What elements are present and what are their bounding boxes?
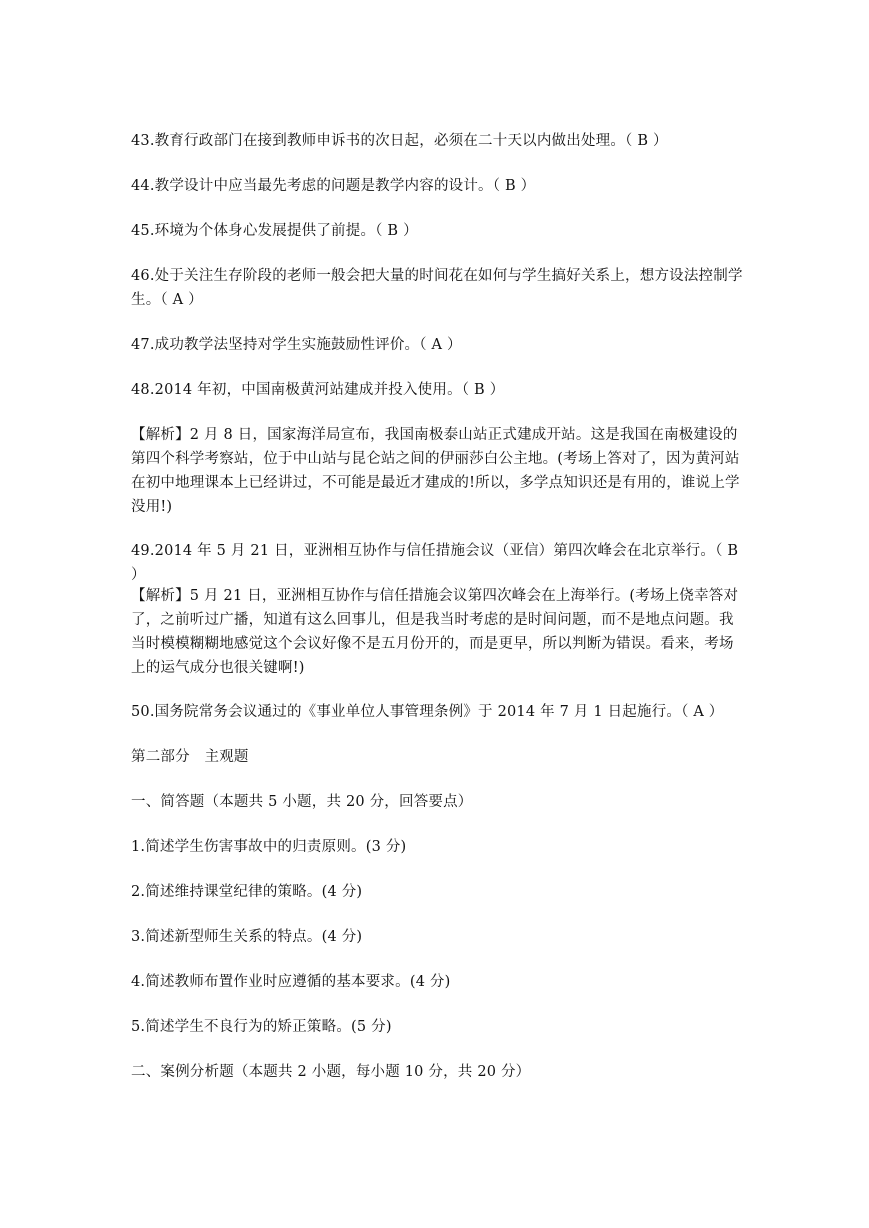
short-answer-3: 3.简述新型师生关系的特点。(4 分) — [131, 929, 363, 945]
short-answer-4: 4.简述教师布置作业时应遵循的基本要求。(4 分) — [131, 974, 451, 990]
analysis-48: 【解析】2 月 8 日，国家海洋局宣布，我国南极泰山站正式建成开站。这是我国在南极建设的第四个科学考察站，位于中山站与昆仑站之间的伊丽莎白公主地。(考场上答对了，因为黄河站在初中地理课本上已经讲过，不可能是最近才建成的!所以，多学点知识还是有用的，谁说上学没用!) — [131, 427, 740, 515]
short-answer-5: 5.简述学生不良行为的矫正策略。(5 分) — [131, 1019, 392, 1035]
question-45: 45.环境为个体身心发展提供了前提。（ B ） — [131, 223, 418, 239]
analysis-49: 【解析】5 月 21 日，亚洲相互协作与信任措施会议第四次峰会在上海举行。(考场上侥幸答对了，之前听过广播，知道有这么回事儿，但是我当时考虑的是时间问题，而不是地点问题。我当时模模糊糊地感觉这个会议好像不是五月份开的，而是更早，所以判断为错误。看来，考场上的运气成分也很关键啊!) — [131, 588, 739, 676]
question-49: 49.2014 年 5 月 21 日，亚洲相互协作与信任措施会议（亚信）第四次峰会在北京举行。（ B ） — [131, 543, 739, 583]
question-46: 46.处于关注生存阶段的老师一般会把大量的时间花在如何与学生搞好关系上，想方设法控制学生。（ A ） — [131, 268, 743, 308]
section-short-answer-heading: 一、简答题（本题共 5 小题，共 20 分，回答要点） — [131, 794, 473, 810]
part-two-heading: 第二部分 主观题 — [131, 749, 249, 765]
short-answer-2: 2.简述维持课堂纪律的策略。(4 分) — [131, 884, 363, 900]
short-answer-1: 1.简述学生伤害事故中的归责原则。(3 分) — [131, 839, 407, 855]
question-43: 43.教育行政部门在接到教师申诉书的次日起，必须在二十天以内做出处理。（ B ） — [131, 133, 668, 149]
question-47: 47.成功教学法坚持对学生实施鼓励性评价。（ A ） — [131, 337, 462, 353]
question-48: 48.2014 年初，中国南极黄河站建成并投入使用。（ B ） — [131, 382, 505, 398]
question-44: 44.教学设计中应当最先考虑的问题是教学内容的设计。（ B ） — [131, 178, 536, 194]
section-case-analysis-heading: 二、案例分析题（本题共 2 小题，每小题 10 分，共 20 分） — [131, 1064, 531, 1080]
question-50: 50.国务院常务会议通过的《事业单位人事管理条例》于 2014 年 7 月 1 日起施行。（ A ） — [131, 704, 724, 720]
